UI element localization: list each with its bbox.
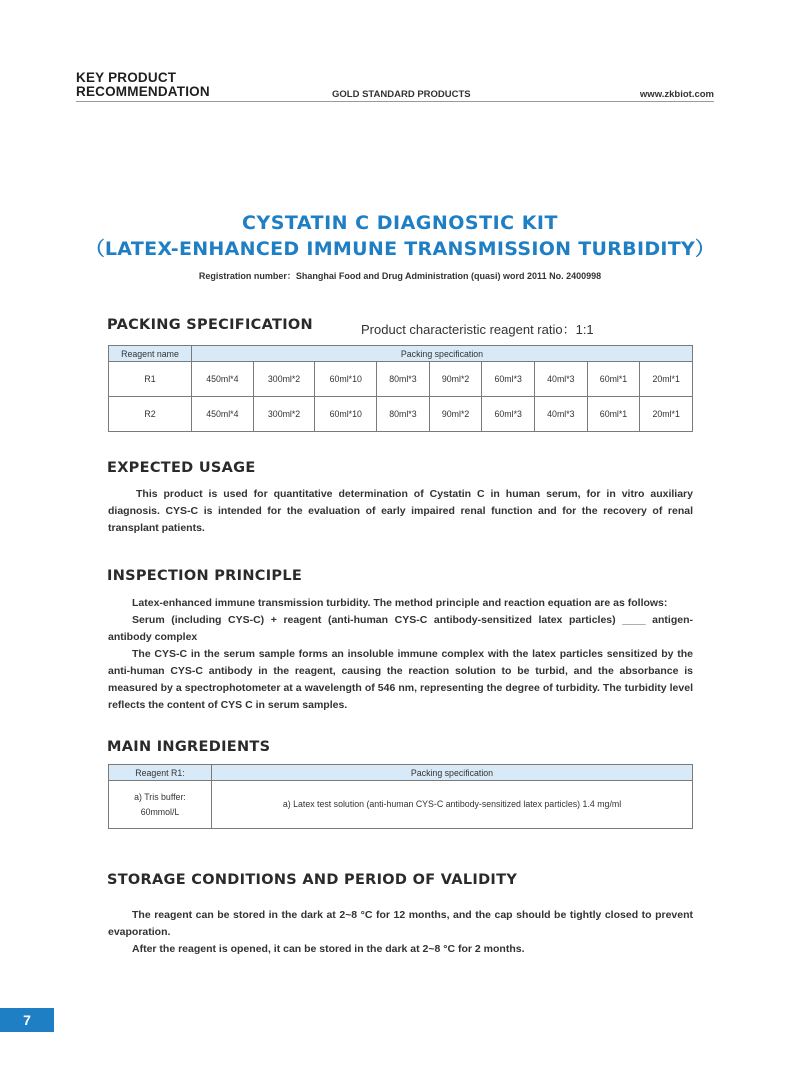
table-header-row <box>109 346 693 362</box>
col-packing-spec: Packing specification <box>192 346 693 362</box>
col-reagent-name: Reagent name <box>109 346 192 362</box>
page-number: 7 <box>0 1008 54 1032</box>
usage-text-block <box>108 486 693 537</box>
spec-cell: 450ml*4 <box>192 397 254 432</box>
usage-paragraph: This product is used for quantitative determination of Cystatin C in human serum, for in vitro auxiliary diagnosis. CYS-C is intended for the evaluation of early impaired renal function and for the recovery of renal transplant patients. <box>108 488 693 534</box>
spec-cell: 80ml*3 <box>377 362 430 397</box>
storage-text-block <box>108 907 693 958</box>
principle-paragraph-2: Serum (including CYS-C) + reagent (anti-human CYS-C antibody-sensitized latex particles) ____ antigen-antibody complex <box>108 614 693 643</box>
principle-paragraph-1: Latex-enhanced immune transmission turbidity. The method principle and reaction equation are as follows: <box>132 597 668 609</box>
header-website: www.zkbiot.com <box>639 89 714 100</box>
ingredients-heading: MAIN INGREDIENTS <box>107 739 271 755</box>
header-line-1: KEY PRODUCT <box>76 70 177 85</box>
header-section-label <box>76 71 210 99</box>
spec-cell: 90ml*2 <box>429 397 482 432</box>
storage-paragraph-1: The reagent can be stored in the dark at 2~8 °C for 12 months, and the cap should be tightly closed to prevent evaporation. <box>108 909 693 938</box>
col-packing-spec: Packing specification <box>212 765 693 781</box>
principle-heading: INSPECTION PRINCIPLE <box>107 568 303 584</box>
usage-heading: EXPECTED USAGE <box>107 460 256 476</box>
spec-cell: 80ml*3 <box>377 397 430 432</box>
principle-text-block <box>108 595 693 714</box>
spec-cell: 300ml*2 <box>253 397 315 432</box>
ingredients-table <box>108 764 693 829</box>
spec-cell: 60ml*10 <box>315 362 377 397</box>
spec-cell: 20ml*1 <box>640 362 693 397</box>
spec-cell: 300ml*2 <box>253 362 315 397</box>
table-row <box>109 397 693 432</box>
header-line-2: RECOMMENDATION <box>76 84 210 99</box>
spec-cell: 60ml*3 <box>482 397 535 432</box>
spec-cell: 40ml*3 <box>535 397 588 432</box>
storage-heading: STORAGE CONDITIONS AND PERIOD OF VALIDITY <box>107 872 518 888</box>
spec-cell: 60ml*3 <box>482 362 535 397</box>
table-row <box>109 362 693 397</box>
spec-cell: 60ml*1 <box>587 397 640 432</box>
storage-paragraph-2: After the reagent is opened, it can be stored in the dark at 2~8 °C for 2 months. <box>132 943 525 955</box>
col-reagent-r1: Reagent R1: <box>109 765 212 781</box>
page-title: CYSTATIN C DIAGNOSTIC KIT <box>242 212 558 234</box>
table-header-row <box>109 765 693 781</box>
packing-table <box>108 345 693 432</box>
reagent-ratio: Product characteristic reagent ratio：1:1 <box>361 322 594 337</box>
principle-paragraph-3: The CYS-C in the serum sample forms an insoluble immune complex with the latex particles sensitized by the anti-human CYS-C antibody in the reagent, causing the reaction solution to be turbid, and the absorbance is measured by a spectrophotometer at a wavelength of 546 nm, representing the degree of turbidity. The turbidity level reflects the content of CYS C in serum samples. <box>108 648 693 711</box>
ingredient-buffer-cell <box>109 781 212 829</box>
ingredient-latex-cell: a) Latex test solution (anti-human CYS-C antibody-sensitized latex particles) 1.4 mg/ml <box>212 781 693 829</box>
spec-cell: 40ml*3 <box>535 362 588 397</box>
buffer-concentration: 60mmol/L <box>140 806 180 817</box>
table-row <box>109 781 693 829</box>
spec-cell: 90ml*2 <box>429 362 482 397</box>
buffer-name: a) Tris buffer: <box>134 791 186 802</box>
reagent-name-cell: R2 <box>109 397 192 432</box>
spec-cell: 60ml*1 <box>587 362 640 397</box>
spec-cell: 60ml*10 <box>315 397 377 432</box>
header-center-text: GOLD STANDARD PRODUCTS <box>332 89 471 100</box>
header-divider <box>76 101 714 102</box>
reagent-name-cell: R1 <box>109 362 192 397</box>
registration-number: Registration number：Shanghai Food and Drug Administration (quasi) word 2011 No. 2400998 <box>198 271 602 281</box>
spec-cell: 450ml*4 <box>192 362 254 397</box>
page-subtitle: （LATEX-ENHANCED IMMUNE TRANSMISSION TURBIDITY） <box>85 238 715 260</box>
packing-heading: PACKING SPECIFICATION <box>107 317 313 333</box>
spec-cell: 20ml*1 <box>640 397 693 432</box>
